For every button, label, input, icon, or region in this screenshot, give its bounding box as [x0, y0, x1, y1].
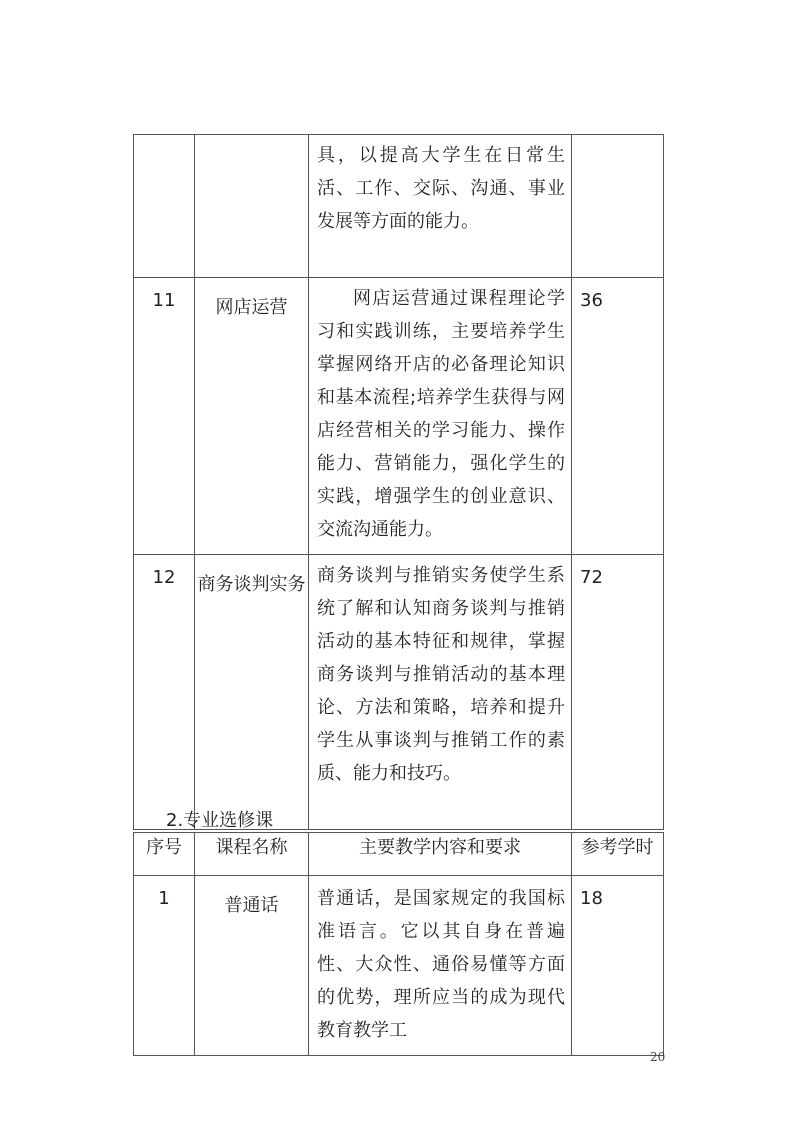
cell-course-name: 普通话 [195, 876, 309, 1056]
cell-course-name: 网店运营 [195, 278, 309, 555]
cell-description: 普通话，是国家规定的我国标准语言。它以其自身在普遍性、大众性、通俗易懂等方面的优势，理所应当的成为现代教育教学工 [309, 876, 572, 1056]
cell-hours: 72 [572, 555, 664, 830]
header-description: 主要教学内容和要求 [309, 833, 572, 876]
section-title: 2.专业选修课 [166, 810, 274, 831]
course-table-required [133, 134, 664, 830]
cell-hours: 18 [572, 876, 664, 1056]
course-table-elective [133, 832, 664, 1056]
header-course-name: 课程名称 [195, 833, 309, 876]
cell-description: 具，以提高大学生在日常生活、工作、交际、沟通、事业发展等方面的能力。 [309, 135, 572, 278]
cell-description: 商务谈判与推销实务使学生系统了解和认知商务谈判与推销活动的基本特征和规律，掌握商务谈判与推销活动的基本理论、方法和策略，培养和提升学生从事谈判与推销工作的素质、能力和技巧。 [309, 555, 572, 830]
cell-description: 网店运营通过课程理论学习和实践训练，主要培养学生掌握网络开店的必备理论知识和基本流程;培养学生获得与网店经营相关的学习能力、操作能力、营销能力，强化学生的实践，增强学生的创业意识、交流沟通能力。 [309, 278, 572, 555]
cell-hours: 36 [572, 278, 664, 555]
table-row-continuation [134, 135, 664, 278]
cell-num-empty [134, 135, 195, 278]
cell-hours-empty [572, 135, 664, 278]
table-header-row [134, 833, 664, 876]
table-row [134, 278, 664, 555]
cell-num: 12 [134, 555, 195, 830]
cell-name-empty [195, 135, 309, 278]
table-row [134, 876, 664, 1056]
header-num: 序号 [134, 833, 195, 876]
table-row [134, 555, 664, 830]
cell-num: 1 [134, 876, 195, 1056]
header-hours: 参考学时 [572, 833, 664, 876]
cell-num: 11 [134, 278, 195, 555]
page-number: 20 [650, 1050, 666, 1064]
cell-course-name: 商务谈判实务 [195, 555, 309, 830]
